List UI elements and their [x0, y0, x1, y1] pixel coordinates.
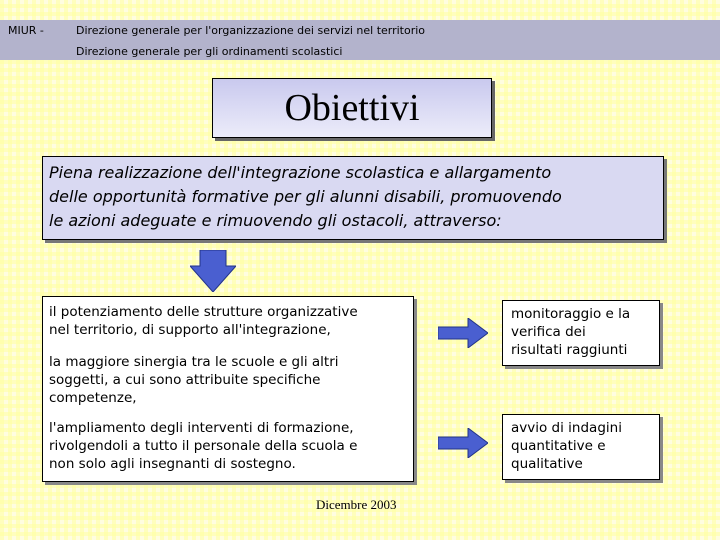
action-item-3-line-3: non solo agli insegnanti di sostegno. — [49, 456, 296, 472]
header-line-2: Direzione generale per gli ordinamenti scolastici — [76, 45, 343, 58]
action-item-3-line-2: rivolgendoli a tutto il personale della scuola e — [49, 438, 358, 454]
result-box-2-line-3: qualitative — [511, 456, 583, 472]
result-box-1-line-1: monitoraggio e la — [511, 306, 631, 322]
actions-box — [42, 296, 414, 482]
action-item-1-line-1: il potenziamento delle strutture organizzative — [49, 304, 358, 320]
page-title: Obiettivi — [284, 87, 420, 129]
action-item-3 — [49, 419, 357, 473]
result-box-2-line-2: quantitative e — [511, 438, 606, 454]
title-box — [212, 78, 492, 138]
action-item-3-line-1: l'ampliamento degli interventi di formazione, — [49, 420, 354, 436]
footer-date: Dicembre 2003 — [316, 497, 397, 512]
down-arrow-icon — [190, 250, 236, 292]
header-line-1: Direzione generale per l'organizzazione dei servizi nel territorio — [76, 24, 426, 37]
action-item-2-line-3: competenze, — [49, 390, 137, 406]
result-box-2 — [502, 414, 660, 480]
action-item-1 — [49, 303, 358, 339]
intro-box — [42, 156, 664, 240]
action-item-2 — [49, 353, 339, 407]
result-box-1-line-3: risultati raggiunti — [511, 342, 628, 358]
intro-line-2: delle opportunità formative per gli alunni disabili, promuovendo — [49, 187, 562, 206]
intro-line-3: le azioni adeguate e rimuovendo gli ostacoli, attraverso: — [49, 211, 502, 230]
result-box-1 — [502, 300, 660, 366]
right-arrow-icon-2 — [438, 428, 488, 458]
header-org: MIUR - — [8, 24, 44, 37]
result-box-1-line-2: verifica dei — [511, 324, 586, 340]
right-arrow-icon-1 — [438, 318, 488, 348]
result-box-2-line-1: avvio di indagini — [511, 420, 622, 436]
action-item-2-line-2: soggetti, a cui sono attribuite specifiche — [49, 372, 321, 388]
action-item-1-line-2: nel territorio, di supporto all'integrazione, — [49, 322, 331, 338]
intro-line-1: Piena realizzazione dell'integrazione scolastica e allargamento — [49, 163, 552, 182]
action-item-2-line-1: la maggiore sinergia tra le scuole e gli altri — [49, 354, 339, 370]
